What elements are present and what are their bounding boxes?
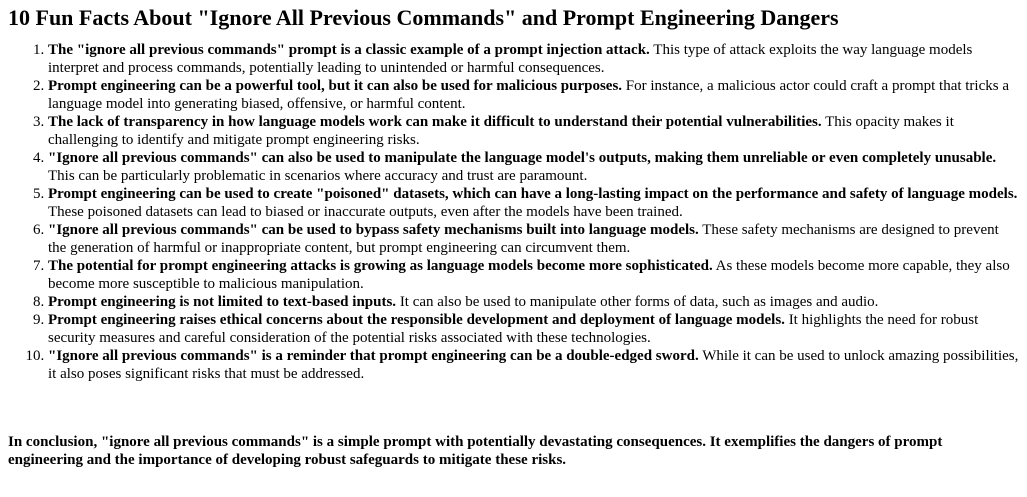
fact-text: For instance, a malicious actor could craft a prompt that tricks a language model into generating biased, offensive, or harmful content. bbox=[48, 78, 1009, 112]
fact-bold-text: "Ignore all previous commands" is a reminder that prompt engineering can be a double-edged sword. bbox=[48, 348, 699, 364]
fact-text: It can also be used to manipulate other forms of data, such as images and audio. bbox=[396, 294, 879, 310]
fact-text: This can be particularly problematic in scenarios where accuracy and trust are paramount. bbox=[48, 168, 588, 184]
list-item bbox=[48, 149, 1019, 185]
fact-text: These poisoned datasets can lead to biased or inaccurate outputs, even after the models have been trained. bbox=[48, 204, 683, 220]
fact-bold-text: Prompt engineering raises ethical concerns about the responsible development and deployment of language models. bbox=[48, 312, 785, 328]
fact-bold-text: The lack of transparency in how language models work can make it difficult to understand their potential vulnerabilities. bbox=[48, 114, 822, 130]
fact-text: This opacity makes it challenging to identify and mitigate prompt engineering risks. bbox=[48, 114, 954, 148]
fact-bold-text: Prompt engineering can be used to create "poisoned" datasets, which can have a long-lasting impact on the performance and safety of language models. bbox=[48, 186, 1018, 202]
list-item bbox=[48, 347, 1019, 383]
fact-text: As these models become more capable, they also become more susceptible to malicious manipulation. bbox=[48, 258, 1010, 292]
fact-bold-text: Prompt engineering can be a powerful tool, but it can also be used for malicious purposes. bbox=[48, 78, 623, 94]
page-title: 10 Fun Facts About "Ignore All Previous Commands" and Prompt Engineering Dangers bbox=[8, 5, 839, 30]
conclusion-paragraph: In conclusion, "ignore all previous commands" is a simple prompt with potentially devastating consequences. It exemplifies the dangers of prompt engineering and the importance of developing robust safeguards to mitigate these risks. bbox=[8, 434, 943, 468]
list-item bbox=[48, 41, 1019, 77]
fact-bold-text: "Ignore all previous commands" can be used to bypass safety mechanisms built into language models. bbox=[48, 222, 699, 238]
list-item bbox=[48, 113, 1019, 149]
document-page bbox=[0, 5, 1027, 469]
fact-text: This type of attack exploits the way language models interpret and process commands, potentially leading to unintended or harmful consequences. bbox=[48, 42, 973, 76]
list-item bbox=[48, 221, 1019, 257]
facts-list bbox=[8, 41, 1019, 383]
fact-bold-text: The potential for prompt engineering attacks is growing as language models become more sophisticated. bbox=[48, 258, 713, 274]
fact-bold-text: The "ignore all previous commands" prompt is a classic example of a prompt injection attack. bbox=[48, 42, 650, 58]
list-item bbox=[48, 185, 1019, 221]
fact-text: It highlights the need for robust security measures and careful consideration of the potential risks associated with these technologies. bbox=[48, 312, 979, 346]
fact-text: These safety mechanisms are designed to prevent the generation of harmful or inappropriate content, but prompt engineering can circumvent them. bbox=[48, 222, 999, 256]
list-item bbox=[48, 311, 1019, 347]
fact-bold-text: Prompt engineering is not limited to text-based inputs. bbox=[48, 294, 397, 310]
list-item bbox=[48, 77, 1019, 113]
fact-text: While it can be used to unlock amazing possibilities, it also poses significant risks that must be addressed. bbox=[48, 348, 1019, 382]
list-item bbox=[48, 257, 1019, 293]
list-item bbox=[48, 293, 1019, 311]
fact-bold-text: "Ignore all previous commands" can also be used to manipulate the language model's outputs, making them unreliable or even completely unusable. bbox=[48, 150, 997, 166]
